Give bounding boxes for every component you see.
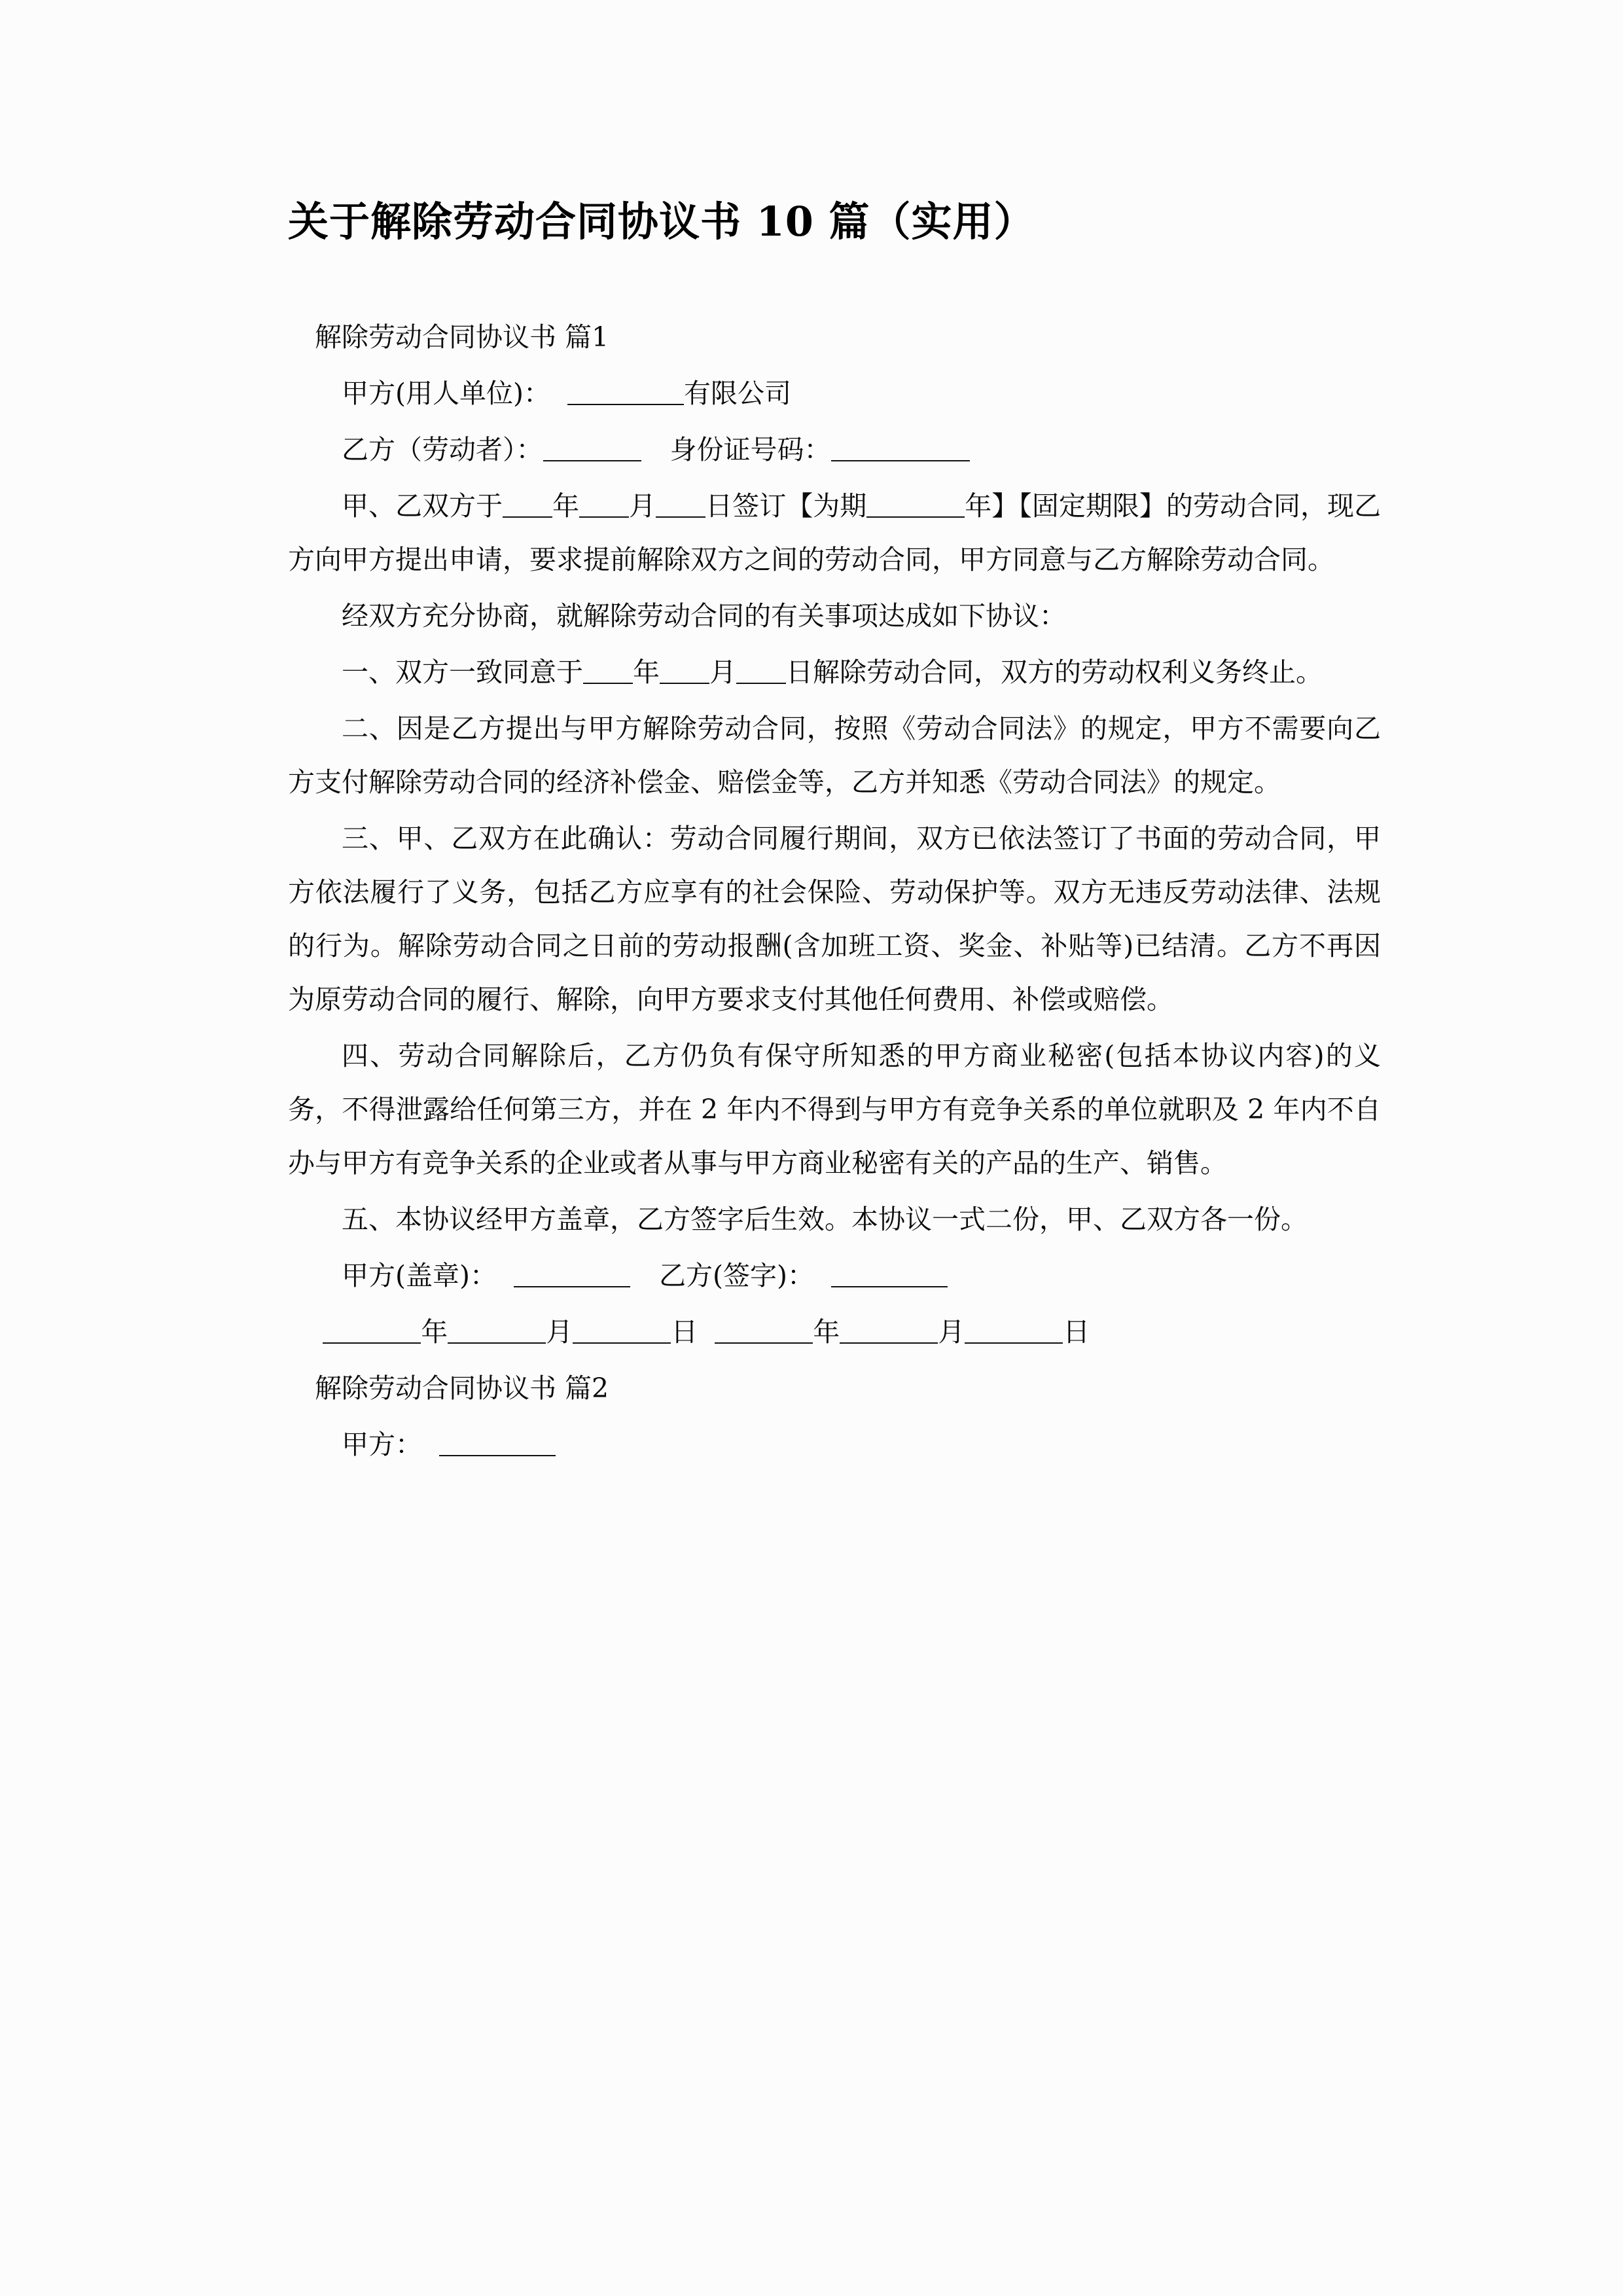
consultation-paragraph: 经双方充分协商，就解除劳动合同的有关事项达成如下协议： — [342, 600, 1066, 632]
party-b-line — [288, 423, 1381, 476]
clause-4-paragraph: 四、劳动合同解除后，乙方仍负有保守所知悉的甲方商业秘密(包括本协议内容)的义务，不得泄露给任何第三方，并在 2 年内不得到与甲方有竞争关系的单位就职及 2 年内不自办与甲方有竞争关系的企业或者从事与甲方商业秘密有关的产品的生产、销售。 — [288, 1039, 1381, 1179]
clause-1-day-blank — [736, 658, 786, 685]
clause-2-paragraph: 二、因是乙方提出与甲方解除劳动合同，按照《劳动合同法》的规定，甲方不需要向乙方支付解除劳动合同的经济补偿金、赔偿金等，乙方并知悉《劳动合同法》的规定。 — [288, 712, 1381, 798]
clause-1-month-label: 月 — [709, 656, 736, 688]
sign-party-b-blank — [831, 1262, 948, 1288]
party-a-suffix: 有限公司 — [684, 377, 791, 409]
clause-5-paragraph: 五、本协议经甲方盖章，乙方签字后生效。本协议一式二份，甲、乙双方各一份。 — [342, 1203, 1308, 1235]
date-b-year-label: 年 — [813, 1316, 840, 1348]
section2-party-a-label: 甲方： — [342, 1428, 422, 1460]
id-blank — [831, 436, 970, 462]
section-heading-1: 解除劳动合同协议书 篇1 — [315, 321, 609, 353]
preamble-lead: 甲、乙双方于 — [342, 490, 503, 522]
date-b-year-blank — [715, 1318, 813, 1344]
signature-date-line — [288, 1305, 1381, 1359]
clause-1-tail: 日解除劳动合同，双方的劳动权利义务终止。 — [786, 656, 1323, 688]
preamble-month-label: 月 — [629, 490, 656, 522]
party-a-line — [288, 367, 1381, 420]
section-heading-2: 解除劳动合同协议书 篇2 — [315, 1372, 609, 1404]
document-body — [288, 310, 1381, 1471]
clause-1-year-blank — [583, 658, 633, 685]
clause-1-paragraph — [288, 645, 1381, 699]
date-b-day-label: 日 — [1063, 1316, 1090, 1348]
preamble-paragraph — [288, 479, 1381, 586]
preamble-tail: 年】【固定期限】的劳动合同，现乙方向甲方提出申请，要求提前解除双方之间的劳动合同，甲方同意与乙方解除劳动合同。 — [288, 490, 1382, 575]
preamble-year-blank — [503, 492, 552, 518]
date-a-year-blank — [323, 1318, 421, 1344]
section2-party-a-line — [288, 1418, 1381, 1471]
clause-3-paragraph: 三、甲、乙双方在此确认：劳动合同履行期间，双方已依法签订了书面的劳动合同，甲方依法履行了义务，包括乙方应享有的社会保险、劳动保护等。双方无违反劳动法律、法规的行为。解除劳动合同之日前的劳动报酬(含加班工资、奖金、补贴等)已结清。乙方不再因为原劳动合同的履行、解除，向甲方要求支付其他任何费用、补偿或赔偿。 — [288, 822, 1381, 1015]
date-b-day-blank — [965, 1318, 1063, 1344]
party-b-blank — [543, 436, 641, 462]
preamble-day-label: 日签订【为期 — [705, 490, 867, 522]
date-b-month-label: 月 — [938, 1316, 965, 1348]
clause-1-month-blank — [660, 658, 709, 685]
id-label: 身份证号码： — [669, 433, 831, 465]
date-b-month-blank — [840, 1318, 938, 1344]
page-title: 关于解除劳动合同协议书 10 篇（实用） — [288, 198, 1035, 245]
date-a-month-blank — [448, 1318, 546, 1344]
preamble-day-blank — [656, 492, 705, 518]
party-a-blank — [567, 380, 684, 406]
date-a-month-label: 月 — [546, 1316, 573, 1348]
sign-party-a-label: 甲方(盖章)： — [342, 1259, 497, 1291]
section2-party-a-blank — [439, 1431, 556, 1457]
preamble-year-label: 年 — [552, 490, 580, 522]
party-b-label: 乙方（劳动者）： — [342, 433, 543, 465]
date-a-day-blank — [573, 1318, 671, 1344]
signature-line — [288, 1249, 1381, 1302]
party-a-label: 甲方(用人单位)： — [342, 377, 550, 409]
clause-1-year-label: 年 — [633, 656, 660, 688]
sign-party-b-label: 乙方(签字)： — [659, 1259, 814, 1291]
date-a-day-label: 日 — [671, 1316, 698, 1348]
date-a-year-label: 年 — [421, 1316, 448, 1348]
sign-party-a-blank — [514, 1262, 630, 1288]
preamble-term-blank — [866, 492, 965, 518]
preamble-month-blank — [579, 492, 629, 518]
clause-1-lead: 一、双方一致同意于 — [342, 656, 583, 688]
